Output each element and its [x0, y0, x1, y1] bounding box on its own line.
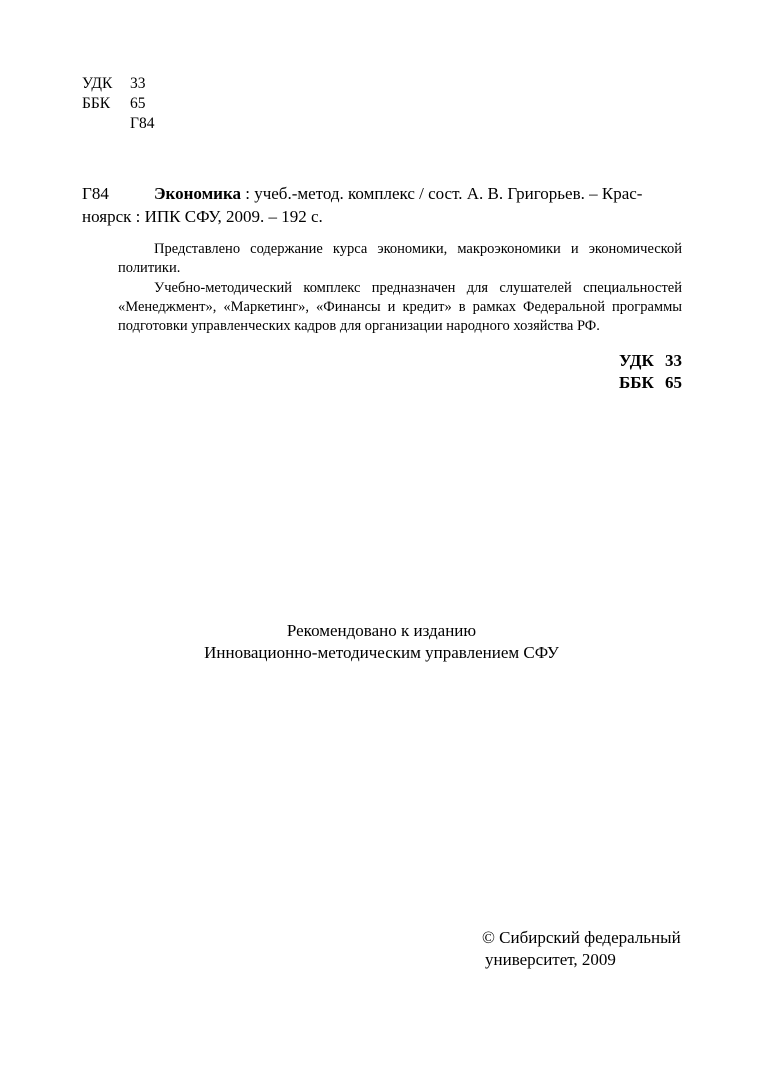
udk-label: УДК: [82, 75, 113, 92]
udk-label-bottom: УДК: [619, 351, 654, 370]
author-mark: Г84: [130, 115, 155, 132]
annotation: [118, 240, 682, 336]
udk-value: 33: [130, 75, 146, 92]
entry-rest-line1: : учеб.-метод. комплекс / сост. А. В. Григорьев. – Крас-: [240, 184, 643, 203]
copyright-line-1: © Сибирский федеральный: [482, 928, 681, 947]
udk-value-bottom: 33: [665, 351, 682, 370]
annotation-paragraph-1: Представлено содержание курса экономики, макроэкономики и экономической политики.: [118, 241, 682, 277]
annotation-paragraph-2: Учебно-методический комплекс предназначен для слушателей специальностей «Менеджмент», «Маркетинг», «Финансы и кредит» в рамках Федеральной программы подготовки управленческих кадров для организации народного хозяйства РФ.: [118, 279, 682, 335]
recommendation-line-1: Рекомендовано к изданию: [286, 621, 477, 640]
bbk-row: [82, 94, 154, 114]
entry-title: Экономика: [154, 184, 241, 203]
recommendation-line-2: Инновационно-методическим управлением СФУ: [204, 643, 559, 662]
recommendation: [0, 620, 763, 664]
entry-rest-line2: ноярск : ИПК СФУ, 2009. – 192 с.: [82, 207, 323, 226]
entry-author-mark: Г84: [82, 184, 109, 203]
bbk-label: ББК: [82, 95, 111, 112]
bbk-value-bottom: 65: [665, 373, 682, 392]
udk-row-bottom: [619, 350, 682, 372]
header-classification: [82, 74, 154, 134]
copyright-line-2: университет, 2009: [485, 950, 616, 969]
bbk-value: 65: [130, 95, 146, 112]
classification-block: [619, 350, 682, 394]
bbk-row-bottom: [619, 372, 682, 394]
entry-text: [154, 182, 683, 205]
udk-row: [82, 74, 154, 94]
copyright: [482, 927, 681, 971]
bbk-label-bottom: ББК: [619, 373, 654, 392]
bibliographic-entry: [82, 182, 683, 228]
